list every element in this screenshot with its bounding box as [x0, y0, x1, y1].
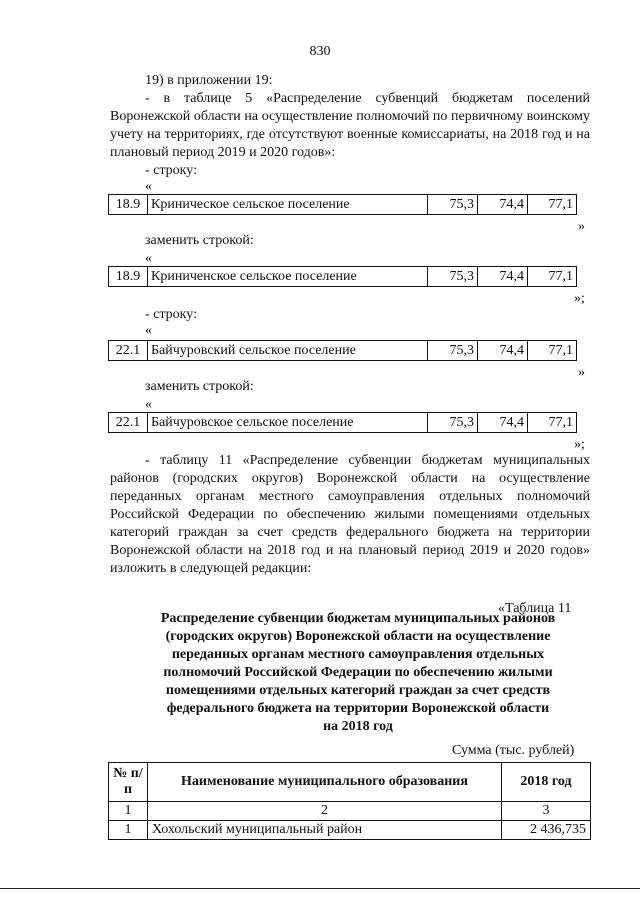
- row-table-3: [108, 340, 577, 361]
- row-value-2020: 77,1: [528, 413, 577, 433]
- title-line: полномочий Российской Федерации по обеспечению жилыми: [163, 665, 553, 680]
- row-name: Криническое сельское поселение: [148, 195, 428, 215]
- replace-instruction-2: заменить строкой:: [145, 379, 254, 394]
- table-row: [109, 267, 577, 287]
- title-line: помещениями отдельных категорий граждан за счет средств: [165, 683, 551, 698]
- paragraph-table5: [110, 90, 590, 162]
- item-19-line: 19) в приложении 19:: [145, 73, 273, 88]
- row-value-2019: 74,4: [478, 413, 528, 433]
- row-value-2018: 75,3: [428, 413, 478, 433]
- index-1: 1: [109, 802, 148, 821]
- title-line: на 2018 год: [323, 719, 393, 734]
- paragraph-table11: [110, 452, 590, 578]
- row-value-2018: 75,3: [428, 195, 478, 215]
- row-table-4: [108, 412, 577, 433]
- title-line: Распределение субвенции бюджетам муниципальных районов: [160, 611, 556, 626]
- title-line: федерального бюджета на территории Воронежской области: [166, 701, 550, 716]
- row-name: Хохольский муниципальный район: [148, 821, 502, 840]
- row-value-2020: 77,1: [528, 341, 577, 361]
- header-row: [109, 763, 591, 802]
- title-line: переданных органам местного самоуправления отдельных: [171, 647, 545, 662]
- row-value-2018: 75,3: [428, 341, 478, 361]
- row-table-1: [108, 194, 577, 215]
- index-row: [109, 802, 591, 821]
- table-row: [109, 195, 577, 215]
- row-name: Криниченское сельское поселение: [148, 267, 428, 287]
- table-label: «Таблица 11: [498, 601, 572, 616]
- table-row: [109, 413, 577, 433]
- open-quote-1: «: [145, 179, 152, 194]
- row-table-2: [108, 266, 577, 287]
- close-quote-1: »: [578, 219, 585, 234]
- row-value-2019: 74,4: [478, 341, 528, 361]
- index-2: 2: [148, 802, 502, 821]
- open-quote-3: «: [145, 323, 152, 338]
- instruction-row-2: - строку:: [145, 307, 197, 322]
- row-num: 22.1: [109, 413, 148, 433]
- paragraph-table5-text: - в таблице 5 «Распределение субвенций бюджетам поселений Воронежской области на осуществление полномочий по первичному воинскому учету на территориях, где отсутствуют военные комиссариаты, на 2018 год и на плановый период 2019 и 2020 годов»:: [110, 91, 590, 160]
- row-value-2018: 75,3: [428, 267, 478, 287]
- close-quote-semicolon-1: »;: [574, 291, 585, 306]
- index-3: 3: [502, 802, 591, 821]
- header-name: Наименование муниципального образования: [148, 763, 502, 802]
- units-label: Сумма (тыс. рублей): [452, 743, 575, 758]
- row-value-2020: 77,1: [528, 195, 577, 215]
- header-num: № п/п: [109, 763, 148, 802]
- row-num: 18.9: [109, 267, 148, 287]
- table-row: [109, 821, 591, 840]
- main-table: [108, 762, 591, 840]
- paragraph-table11-text: - таблицу 11 «Распределение субвенции бюджетам муниципальных районов (городских округов) Воронежской области на осуществление переданных органам местного самоуправления отдельных полномочий Российской Федерации по обеспечению жилыми помещениями отдельных категорий граждан за счет средств федерального бюджета на территории Воронежской области на 2018 год и на плановый период 2019 и 2020 годов» изложить в следующей редакции:: [110, 453, 590, 576]
- header-year: 2018 год: [502, 763, 591, 802]
- page-number: 830: [309, 44, 331, 59]
- close-quote-2: »: [578, 365, 585, 380]
- row-value-2020: 77,1: [528, 267, 577, 287]
- open-quote-2: «: [145, 251, 152, 266]
- row-num: 1: [109, 821, 148, 840]
- row-value: 2 436,735: [502, 821, 591, 840]
- instruction-row-1: - строку:: [145, 163, 197, 178]
- open-quote-4: «: [145, 397, 152, 412]
- title-line: (городских округов) Воронежской области на осуществление: [165, 629, 551, 644]
- row-value-2019: 74,4: [478, 267, 528, 287]
- page-bottom-rule: [0, 888, 640, 889]
- row-name: Байчуровское сельское поселение: [148, 413, 428, 433]
- row-num: 18.9: [109, 195, 148, 215]
- table-title: [108, 610, 608, 736]
- row-num: 22.1: [109, 341, 148, 361]
- replace-instruction-1: заменить строкой:: [145, 233, 254, 248]
- row-name: Байчуровский сельское поселение: [148, 341, 428, 361]
- table-row: [109, 341, 577, 361]
- close-quote-semicolon-2: »;: [574, 437, 585, 452]
- row-value-2019: 74,4: [478, 195, 528, 215]
